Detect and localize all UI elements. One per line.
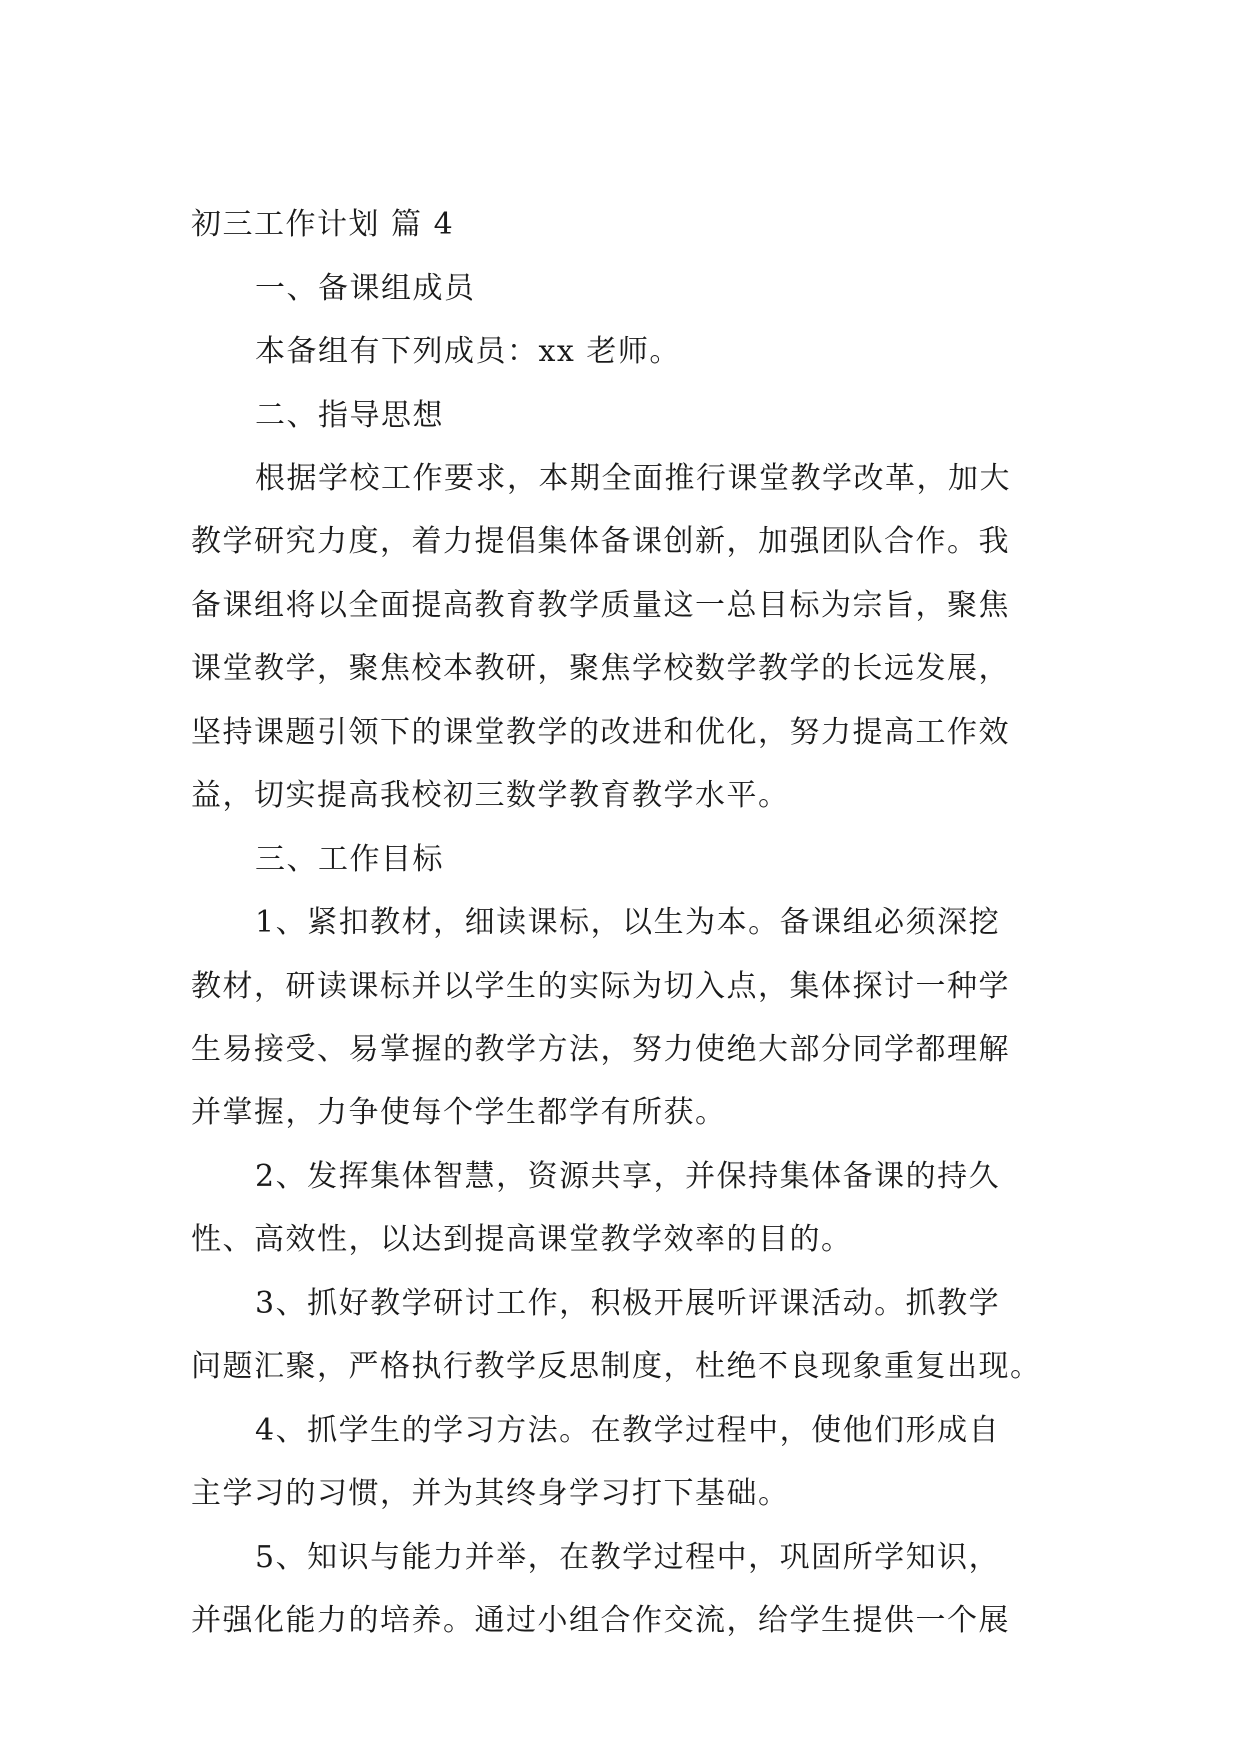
paragraph-line: 根据学校工作要求，本期全面推行课堂教学改革，加大 bbox=[255, 461, 1011, 496]
paragraph-line: 生易接受、易掌握的教学方法，努力使绝大部分同学都理解 bbox=[191, 1032, 1010, 1067]
paragraph-line: 5、知识与能力并举，在教学过程中，巩固所学知识， bbox=[255, 1540, 1001, 1575]
paragraph-line: 本备组有下列成员：xx 老师。 bbox=[255, 334, 681, 369]
section-heading: 二、指导思想 bbox=[255, 398, 444, 433]
paragraph-line: 教学研究力度，着力提倡集体备课创新，加强团队合作。我 bbox=[191, 524, 1010, 559]
paragraph-line: 并强化能力的培养。通过小组合作交流，给学生提供一个展 bbox=[191, 1603, 1010, 1638]
paragraph-line: 并掌握，力争使每个学生都学有所获。 bbox=[191, 1095, 727, 1130]
section-heading: 一、备课组成员 bbox=[255, 271, 476, 306]
paragraph-line: 坚持课题引领下的课堂教学的改进和优化，努力提高工作效 bbox=[191, 715, 1010, 750]
paragraph-line: 问题汇聚，严格执行教学反思制度，杜绝不良现象重复出现。 bbox=[191, 1349, 1042, 1384]
paragraph-line: 性、高效性，以达到提高课堂教学效率的目的。 bbox=[191, 1222, 853, 1257]
section-heading: 三、工作目标 bbox=[255, 842, 444, 877]
paragraph-line: 3、抓好教学研讨工作，积极开展听评课活动。抓教学 bbox=[255, 1286, 1001, 1321]
paragraph-line: 备课组将以全面提高教育教学质量这一总目标为宗旨，聚焦 bbox=[191, 588, 1010, 623]
paragraph-line: 教材，研读课标并以学生的实际为切入点，集体探讨一种学 bbox=[191, 969, 1010, 1004]
paragraph-line: 2、发挥集体智慧，资源共享，并保持集体备课的持久 bbox=[255, 1159, 1001, 1194]
paragraph-line: 益，切实提高我校初三数学教育教学水平。 bbox=[191, 778, 790, 813]
paragraph-line: 课堂教学，聚焦校本教研，聚焦学校数学教学的长远发展， bbox=[191, 651, 1010, 686]
paragraph-line: 4、抓学生的学习方法。在教学过程中，使他们形成自 bbox=[255, 1413, 1001, 1448]
paragraph-line: 1、紧扣教材，细读课标，以生为本。备课组必须深挖 bbox=[255, 905, 1001, 940]
paragraph-line: 主学习的习惯，并为其终身学习打下基础。 bbox=[191, 1476, 790, 1511]
document-title: 初三工作计划 篇 4 bbox=[191, 207, 455, 242]
